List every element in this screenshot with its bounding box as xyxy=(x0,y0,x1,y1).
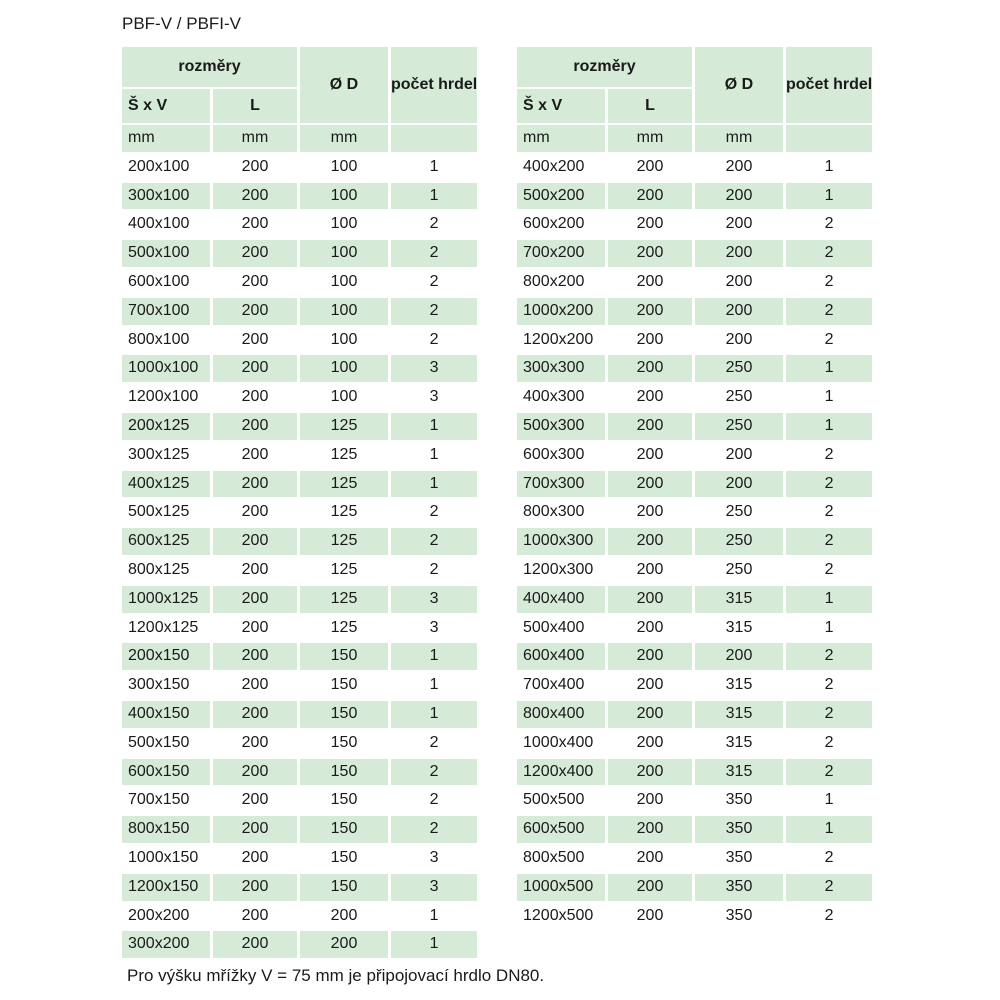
cell-outlet-count: 2 xyxy=(429,272,439,290)
unit-width-height: mm xyxy=(122,125,210,152)
cell-width-height: 500x150 xyxy=(128,733,190,751)
cell-length: 200 xyxy=(608,413,692,440)
table-row xyxy=(517,240,872,267)
table-row xyxy=(122,701,477,728)
table-row xyxy=(122,471,477,498)
unit-width-height: mm xyxy=(517,125,605,152)
cell-width-height: 1200x500 xyxy=(523,906,594,924)
header-outlet-count: počet hrdel xyxy=(391,47,477,123)
cell-width-height: 700x400 xyxy=(523,676,585,694)
cell-length: 200 xyxy=(213,701,297,728)
cell-outlet-count: 2 xyxy=(824,330,834,348)
cell-outlet-count: 2 xyxy=(786,471,872,498)
cell-diameter: 150 xyxy=(300,874,388,901)
cell-length: 200 xyxy=(608,701,692,728)
units-row xyxy=(517,125,872,152)
table-row xyxy=(122,759,477,786)
cell-outlet-count: 2 xyxy=(824,906,834,924)
cell-width-height: 800x500 xyxy=(523,848,585,866)
table-row xyxy=(122,903,477,930)
cell-diameter: 200 xyxy=(695,471,783,498)
cell-width-height: 300x150 xyxy=(128,676,190,694)
cell-diameter: 250 xyxy=(725,503,753,521)
dimensions-table-left xyxy=(119,45,480,960)
cell-outlet-count: 1 xyxy=(391,643,477,670)
cell-outlet-count: 3 xyxy=(391,586,477,613)
cell-diameter: 200 xyxy=(725,445,753,463)
cell-width-height: 400x150 xyxy=(122,701,210,728)
cell-length: 200 xyxy=(241,848,269,866)
cell-width-height: 800x300 xyxy=(523,503,585,521)
cell-length: 200 xyxy=(636,848,664,866)
cell-outlet-count: 1 xyxy=(786,183,872,210)
cell-diameter: 200 xyxy=(725,330,753,348)
cell-length: 200 xyxy=(608,183,692,210)
cell-width-height: 1000x500 xyxy=(517,874,605,901)
cell-length: 200 xyxy=(213,759,297,786)
cell-width-height: 600x500 xyxy=(517,816,605,843)
table-row xyxy=(122,240,477,267)
cell-diameter: 125 xyxy=(300,528,388,555)
cell-diameter: 315 xyxy=(725,618,753,636)
cell-outlet-count: 2 xyxy=(824,733,834,751)
table-row xyxy=(517,298,872,325)
cell-diameter: 250 xyxy=(695,528,783,555)
cell-width-height: 800x200 xyxy=(523,272,585,290)
cell-outlet-count: 1 xyxy=(786,355,872,382)
cell-length: 200 xyxy=(241,676,269,694)
document-title: PBF-V / PBFI-V xyxy=(122,14,242,33)
cell-outlet-count: 1 xyxy=(429,906,439,924)
footnote: Pro výšku mřížky V = 75 mm je připojovací hrdlo DN80. xyxy=(127,966,545,985)
cell-outlet-count: 1 xyxy=(429,445,439,463)
unit-outlet-count xyxy=(391,125,477,152)
cell-width-height: 300x200 xyxy=(122,931,210,958)
cell-width-height: 700x200 xyxy=(517,240,605,267)
cell-diameter: 150 xyxy=(300,759,388,786)
cell-length: 200 xyxy=(241,157,269,175)
cell-diameter: 350 xyxy=(725,906,753,924)
table-row xyxy=(517,557,872,584)
cell-length: 200 xyxy=(636,676,664,694)
cell-outlet-count: 1 xyxy=(786,413,872,440)
cell-length: 200 xyxy=(608,355,692,382)
cell-outlet-count: 2 xyxy=(429,330,439,348)
cell-length: 200 xyxy=(608,643,692,670)
cell-width-height: 600x100 xyxy=(128,272,190,290)
cell-diameter: 100 xyxy=(330,330,358,348)
cell-width-height: 1000x300 xyxy=(517,528,605,555)
cell-length: 200 xyxy=(636,272,664,290)
table-row xyxy=(517,154,872,181)
cell-width-height: 1000x150 xyxy=(128,848,199,866)
header-length: L xyxy=(608,89,692,123)
cell-length: 200 xyxy=(608,240,692,267)
cell-diameter: 100 xyxy=(300,240,388,267)
cell-outlet-count: 1 xyxy=(824,388,834,406)
cell-length: 200 xyxy=(636,560,664,578)
cell-length: 200 xyxy=(608,298,692,325)
cell-length: 200 xyxy=(636,445,664,463)
cell-width-height: 800x100 xyxy=(128,330,190,348)
table-row xyxy=(122,154,477,181)
cell-width-height: 800x125 xyxy=(128,560,190,578)
cell-length: 200 xyxy=(608,816,692,843)
cell-outlet-count: 2 xyxy=(786,874,872,901)
cell-outlet-count: 2 xyxy=(824,560,834,578)
cell-diameter: 125 xyxy=(330,445,358,463)
cell-length: 200 xyxy=(241,388,269,406)
cell-outlet-count: 2 xyxy=(786,528,872,555)
cell-length: 200 xyxy=(213,931,297,958)
dimensions-table-right xyxy=(514,45,875,931)
cell-width-height: 200x100 xyxy=(128,157,190,175)
cell-width-height: 600x400 xyxy=(517,643,605,670)
cell-length: 200 xyxy=(241,791,269,809)
cell-diameter: 200 xyxy=(330,906,358,924)
table-row xyxy=(122,384,477,411)
cell-outlet-count: 1 xyxy=(429,157,439,175)
cell-diameter: 200 xyxy=(695,240,783,267)
table-row xyxy=(122,672,477,699)
cell-diameter: 150 xyxy=(330,676,358,694)
cell-length: 200 xyxy=(608,759,692,786)
cell-outlet-count: 2 xyxy=(824,848,834,866)
table-row xyxy=(122,211,477,238)
cell-width-height: 500x500 xyxy=(523,791,585,809)
cell-diameter: 150 xyxy=(300,816,388,843)
cell-length: 200 xyxy=(213,240,297,267)
cell-width-height: 500x400 xyxy=(523,618,585,636)
cell-diameter: 350 xyxy=(695,816,783,843)
cell-diameter: 125 xyxy=(330,560,358,578)
cell-length: 200 xyxy=(636,330,664,348)
table-row xyxy=(517,269,872,296)
cell-outlet-count: 1 xyxy=(391,413,477,440)
cell-width-height: 600x150 xyxy=(122,759,210,786)
cell-outlet-count: 2 xyxy=(429,560,439,578)
table-row xyxy=(122,816,477,843)
cell-width-height: 1200x200 xyxy=(523,330,594,348)
header-width-height: Š x V xyxy=(517,89,605,123)
table-row xyxy=(517,787,872,814)
table-row xyxy=(517,499,872,526)
cell-outlet-count: 2 xyxy=(391,240,477,267)
table-row xyxy=(122,327,477,354)
cell-diameter: 250 xyxy=(725,560,753,578)
cell-diameter: 200 xyxy=(695,298,783,325)
table-row xyxy=(517,442,872,469)
table-row xyxy=(517,730,872,757)
header-outlet-count: počet hrdel xyxy=(786,47,872,123)
cell-outlet-count: 2 xyxy=(786,643,872,670)
cell-length: 200 xyxy=(213,643,297,670)
table-row xyxy=(122,528,477,555)
cell-width-height: 1000x100 xyxy=(122,355,210,382)
cell-length: 200 xyxy=(213,298,297,325)
unit-diameter: mm xyxy=(300,125,388,152)
cell-outlet-count: 1 xyxy=(824,618,834,636)
table-row xyxy=(517,211,872,238)
table-row xyxy=(517,327,872,354)
cell-length: 200 xyxy=(213,413,297,440)
cell-diameter: 100 xyxy=(330,388,358,406)
cell-outlet-count: 3 xyxy=(429,848,439,866)
table-row xyxy=(517,701,872,728)
cell-diameter: 125 xyxy=(300,586,388,613)
table-row xyxy=(122,413,477,440)
cell-diameter: 350 xyxy=(725,848,753,866)
cell-length: 200 xyxy=(636,733,664,751)
cell-outlet-count: 2 xyxy=(824,272,834,290)
table-row xyxy=(122,730,477,757)
cell-width-height: 1000x400 xyxy=(523,733,594,751)
cell-diameter: 315 xyxy=(695,586,783,613)
cell-outlet-count: 2 xyxy=(786,759,872,786)
cell-outlet-count: 2 xyxy=(429,733,439,751)
table-row xyxy=(122,787,477,814)
cell-length: 200 xyxy=(636,215,664,233)
table-row xyxy=(122,355,477,382)
table-row xyxy=(517,413,872,440)
cell-width-height: 400x400 xyxy=(517,586,605,613)
cell-outlet-count: 2 xyxy=(786,701,872,728)
units-row xyxy=(122,125,477,152)
cell-length: 200 xyxy=(241,445,269,463)
cell-diameter: 350 xyxy=(725,791,753,809)
cell-outlet-count: 2 xyxy=(391,816,477,843)
table-row xyxy=(122,615,477,642)
header-width-height: Š x V xyxy=(122,89,210,123)
table-row xyxy=(517,471,872,498)
cell-width-height: 1000x125 xyxy=(122,586,210,613)
cell-outlet-count: 1 xyxy=(786,816,872,843)
cell-length: 200 xyxy=(213,874,297,901)
table-row xyxy=(122,269,477,296)
cell-diameter: 125 xyxy=(330,503,358,521)
cell-diameter: 100 xyxy=(330,215,358,233)
cell-diameter: 315 xyxy=(725,733,753,751)
table-row xyxy=(517,355,872,382)
cell-outlet-count: 1 xyxy=(391,183,477,210)
cell-width-height: 700x300 xyxy=(517,471,605,498)
cell-length: 200 xyxy=(636,791,664,809)
table-row xyxy=(517,183,872,210)
unit-outlet-count xyxy=(786,125,872,152)
cell-width-height: 600x200 xyxy=(523,215,585,233)
cell-outlet-count: 3 xyxy=(429,388,439,406)
cell-diameter: 150 xyxy=(300,701,388,728)
cell-length: 200 xyxy=(636,503,664,521)
cell-length: 200 xyxy=(241,906,269,924)
cell-width-height: 500x200 xyxy=(517,183,605,210)
table-row xyxy=(122,442,477,469)
cell-length: 200 xyxy=(213,528,297,555)
cell-outlet-count: 1 xyxy=(824,791,834,809)
unit-length: mm xyxy=(213,125,297,152)
table-row xyxy=(517,874,872,901)
cell-width-height: 1200x125 xyxy=(128,618,199,636)
cell-diameter: 315 xyxy=(725,676,753,694)
cell-outlet-count: 2 xyxy=(824,445,834,463)
cell-outlet-count: 2 xyxy=(786,298,872,325)
table-row xyxy=(122,183,477,210)
cell-outlet-count: 2 xyxy=(824,215,834,233)
cell-width-height: 1200x150 xyxy=(122,874,210,901)
cell-length: 200 xyxy=(636,388,664,406)
cell-length: 200 xyxy=(241,618,269,636)
table-row xyxy=(122,643,477,670)
table-row xyxy=(122,586,477,613)
cell-diameter: 125 xyxy=(300,413,388,440)
cell-outlet-count: 2 xyxy=(786,240,872,267)
cell-outlet-count: 2 xyxy=(824,503,834,521)
cell-length: 200 xyxy=(241,330,269,348)
unit-length: mm xyxy=(608,125,692,152)
table-row xyxy=(122,845,477,872)
cell-length: 200 xyxy=(213,816,297,843)
cell-outlet-count: 1 xyxy=(391,701,477,728)
cell-outlet-count: 1 xyxy=(391,471,477,498)
cell-outlet-count: 3 xyxy=(391,874,477,901)
cell-length: 200 xyxy=(608,528,692,555)
cell-length: 200 xyxy=(636,157,664,175)
cell-outlet-count: 2 xyxy=(429,791,439,809)
cell-diameter: 150 xyxy=(330,848,358,866)
cell-diameter: 100 xyxy=(300,355,388,382)
table-row xyxy=(122,874,477,901)
cell-length: 200 xyxy=(213,471,297,498)
cell-outlet-count: 3 xyxy=(429,618,439,636)
cell-diameter: 350 xyxy=(695,874,783,901)
cell-length: 200 xyxy=(608,471,692,498)
cell-length: 200 xyxy=(241,272,269,290)
cell-width-height: 500x300 xyxy=(517,413,605,440)
cell-diameter: 100 xyxy=(300,183,388,210)
cell-length: 200 xyxy=(213,586,297,613)
cell-width-height: 600x125 xyxy=(122,528,210,555)
unit-diameter: mm xyxy=(695,125,783,152)
table-row xyxy=(517,586,872,613)
cell-width-height: 400x300 xyxy=(523,388,585,406)
cell-width-height: 300x125 xyxy=(128,445,190,463)
cell-length: 200 xyxy=(213,355,297,382)
cell-diameter: 200 xyxy=(695,643,783,670)
cell-outlet-count: 2 xyxy=(391,298,477,325)
cell-width-height: 300x100 xyxy=(122,183,210,210)
cell-diameter: 100 xyxy=(330,157,358,175)
cell-diameter: 100 xyxy=(330,272,358,290)
cell-width-height: 500x100 xyxy=(122,240,210,267)
table-row xyxy=(517,845,872,872)
table-row xyxy=(517,903,872,930)
cell-width-height: 800x400 xyxy=(517,701,605,728)
header-dimensions-group: rozměry xyxy=(517,47,692,87)
cell-diameter: 315 xyxy=(695,701,783,728)
cell-diameter: 150 xyxy=(330,791,358,809)
cell-length: 200 xyxy=(213,183,297,210)
table-row xyxy=(517,615,872,642)
cell-diameter: 315 xyxy=(695,759,783,786)
header-diameter: Ø D xyxy=(300,47,388,123)
cell-diameter: 250 xyxy=(695,413,783,440)
cell-width-height: 400x100 xyxy=(128,215,190,233)
cell-diameter: 200 xyxy=(725,215,753,233)
table-row xyxy=(517,528,872,555)
header-dimensions-group: rozměry xyxy=(122,47,297,87)
cell-length: 200 xyxy=(636,618,664,636)
header-length: L xyxy=(213,89,297,123)
cell-diameter: 125 xyxy=(330,618,358,636)
cell-width-height: 1200x300 xyxy=(523,560,594,578)
cell-diameter: 200 xyxy=(300,931,388,958)
cell-width-height: 1000x200 xyxy=(517,298,605,325)
cell-width-height: 1200x100 xyxy=(128,388,199,406)
cell-length: 200 xyxy=(241,215,269,233)
cell-diameter: 250 xyxy=(695,355,783,382)
cell-length: 200 xyxy=(241,560,269,578)
table-row xyxy=(122,499,477,526)
cell-width-height: 400x200 xyxy=(523,157,585,175)
cell-width-height: 1200x400 xyxy=(517,759,605,786)
cell-outlet-count: 2 xyxy=(391,528,477,555)
cell-width-height: 700x150 xyxy=(128,791,190,809)
cell-diameter: 200 xyxy=(725,157,753,175)
cell-outlet-count: 2 xyxy=(391,759,477,786)
cell-outlet-count: 2 xyxy=(429,503,439,521)
cell-diameter: 150 xyxy=(300,643,388,670)
cell-outlet-count: 2 xyxy=(824,676,834,694)
cell-width-height: 200x125 xyxy=(122,413,210,440)
cell-outlet-count: 2 xyxy=(429,215,439,233)
table-row xyxy=(517,643,872,670)
cell-width-height: 700x100 xyxy=(122,298,210,325)
cell-diameter: 250 xyxy=(725,388,753,406)
table-row xyxy=(517,759,872,786)
cell-width-height: 200x150 xyxy=(122,643,210,670)
cell-width-height: 200x200 xyxy=(128,906,190,924)
table-row xyxy=(517,816,872,843)
table-row xyxy=(122,557,477,584)
cell-diameter: 200 xyxy=(695,183,783,210)
cell-outlet-count: 1 xyxy=(429,676,439,694)
cell-diameter: 200 xyxy=(725,272,753,290)
cell-length: 200 xyxy=(636,906,664,924)
cell-length: 200 xyxy=(608,586,692,613)
cell-width-height: 400x125 xyxy=(122,471,210,498)
cell-width-height: 600x300 xyxy=(523,445,585,463)
table-row xyxy=(122,931,477,958)
cell-width-height: 800x150 xyxy=(122,816,210,843)
cell-diameter: 150 xyxy=(330,733,358,751)
cell-length: 200 xyxy=(241,733,269,751)
cell-outlet-count: 3 xyxy=(391,355,477,382)
table-row xyxy=(517,672,872,699)
cell-diameter: 125 xyxy=(300,471,388,498)
cell-diameter: 100 xyxy=(300,298,388,325)
cell-width-height: 500x125 xyxy=(128,503,190,521)
cell-outlet-count: 1 xyxy=(391,931,477,958)
cell-width-height: 300x300 xyxy=(517,355,605,382)
cell-outlet-count: 1 xyxy=(824,157,834,175)
table-row xyxy=(517,384,872,411)
cell-length: 200 xyxy=(608,874,692,901)
cell-outlet-count: 1 xyxy=(786,586,872,613)
header-diameter: Ø D xyxy=(695,47,783,123)
cell-length: 200 xyxy=(241,503,269,521)
table-row xyxy=(122,298,477,325)
